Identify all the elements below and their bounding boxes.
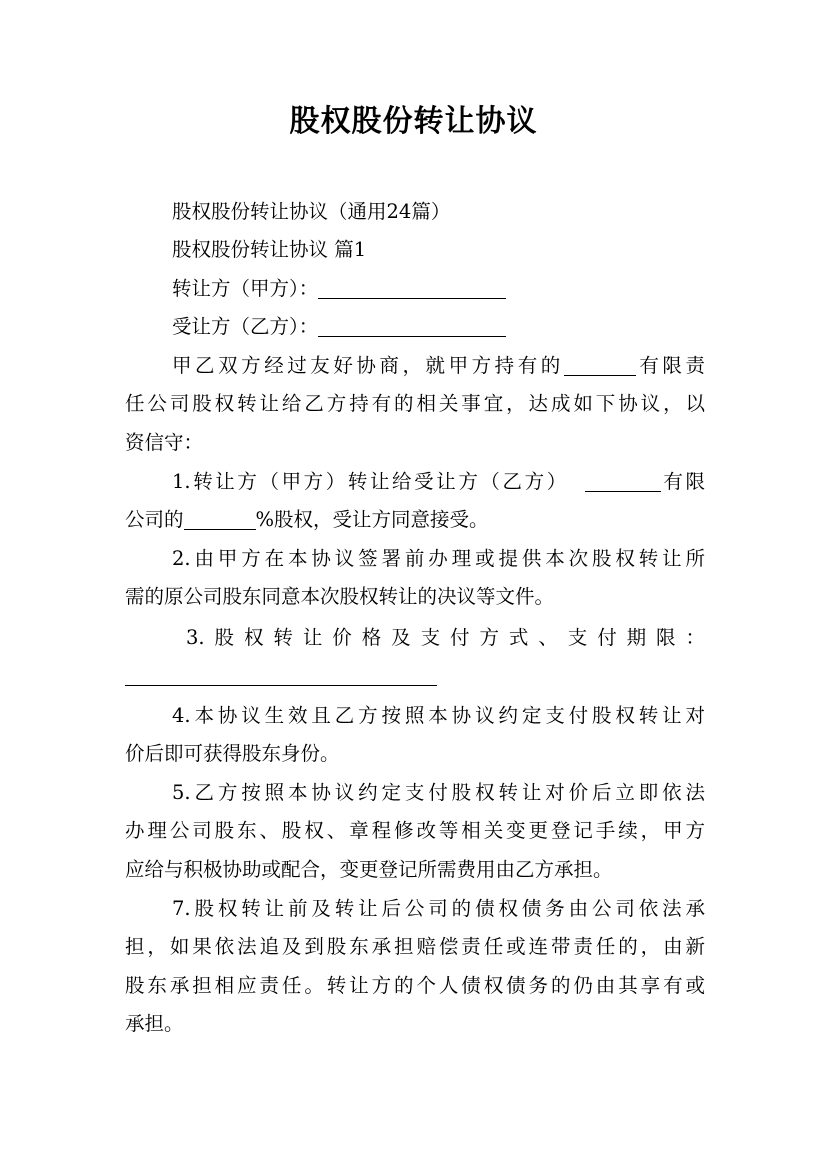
text: 公司的: [125, 508, 184, 531]
clause-7-line: [125, 967, 705, 1005]
share-percent-blank: [184, 507, 256, 530]
text: 有限责: [635, 354, 705, 377]
text: %股权，受让方同意接受。: [255, 508, 489, 531]
clause-2-line: [125, 578, 705, 616]
paragraph-line: [125, 424, 705, 462]
text: 5.乙方按照本协议约定支付股权转让对价后立即依法: [172, 781, 705, 804]
transferor-label: 转让方（甲方）：: [172, 277, 319, 300]
clause-4-line: [125, 735, 705, 773]
clause-1-line: [125, 501, 705, 539]
text: 应给与积极协助或配合，变更登记所需费用由乙方承担。: [125, 858, 613, 881]
text: 有限: [660, 470, 705, 493]
transferee-line: [172, 308, 705, 346]
text: 资信守：: [125, 431, 204, 454]
company-name-blank: [564, 353, 636, 376]
transferor-blank: [318, 276, 506, 299]
text: 办理公司股东、股权、章程修改等相关变更登记手续，甲方: [125, 819, 705, 842]
clause-5-line: [125, 812, 705, 850]
text: 7.股权转让前及转让后公司的债权债务由公司依法承: [172, 897, 705, 920]
text: 承担。: [125, 1012, 184, 1035]
text: 股权股份转让协议（通用24篇）: [172, 200, 451, 223]
company-name-blank: [585, 469, 661, 492]
clause-4-line: [172, 697, 705, 735]
text: 任公司股权转让给乙方持有的相关事宜，达成如下协议，以: [125, 392, 705, 415]
transferee-label: 受让方（乙方）：: [172, 315, 319, 338]
document-title: 股权股份转让协议: [289, 104, 538, 139]
clause-5-line: [172, 774, 705, 812]
clause-5-line: [125, 851, 705, 889]
clause-3-line: [186, 619, 705, 657]
text: 担，如果依法追及到股东承担赔偿责任或连带责任的，由新: [125, 935, 705, 958]
text: 2.由甲方在本协议签署前办理或提供本次股权转让所: [172, 547, 705, 570]
transferee-blank: [318, 314, 506, 337]
paragraph-line: [125, 385, 705, 423]
clause-1-line: [172, 463, 705, 501]
text: 4.本协议生效且乙方按照本协议约定支付股权转让对: [172, 704, 705, 727]
transferor-line: [172, 270, 705, 308]
text: 3.股权转让价格及支付方式、支付期限：: [186, 626, 705, 649]
text: 价后即可获得股东身份。: [125, 742, 340, 765]
clause-2-line: [172, 540, 705, 578]
section-heading: [172, 231, 705, 269]
clause-7-line: [125, 928, 705, 966]
text: 甲乙双方经过友好协商，就甲方持有的: [172, 354, 564, 377]
text: 股权股份转让协议 篇1: [172, 238, 367, 261]
clause-7-line: [125, 1005, 705, 1043]
paragraph-line: [172, 347, 705, 385]
clause-7-line: [172, 890, 705, 928]
text: 需的原公司股东同意本次股权转让的决议等文件。: [125, 585, 555, 608]
text: 股东承担相应责任。转让方的个人债权债务的仍由其享有或: [125, 974, 705, 997]
subtitle-line: [172, 193, 705, 231]
price-payment-blank: [125, 685, 437, 686]
text: 1.转让方（甲方）转让给受让方（乙方）: [172, 470, 569, 493]
